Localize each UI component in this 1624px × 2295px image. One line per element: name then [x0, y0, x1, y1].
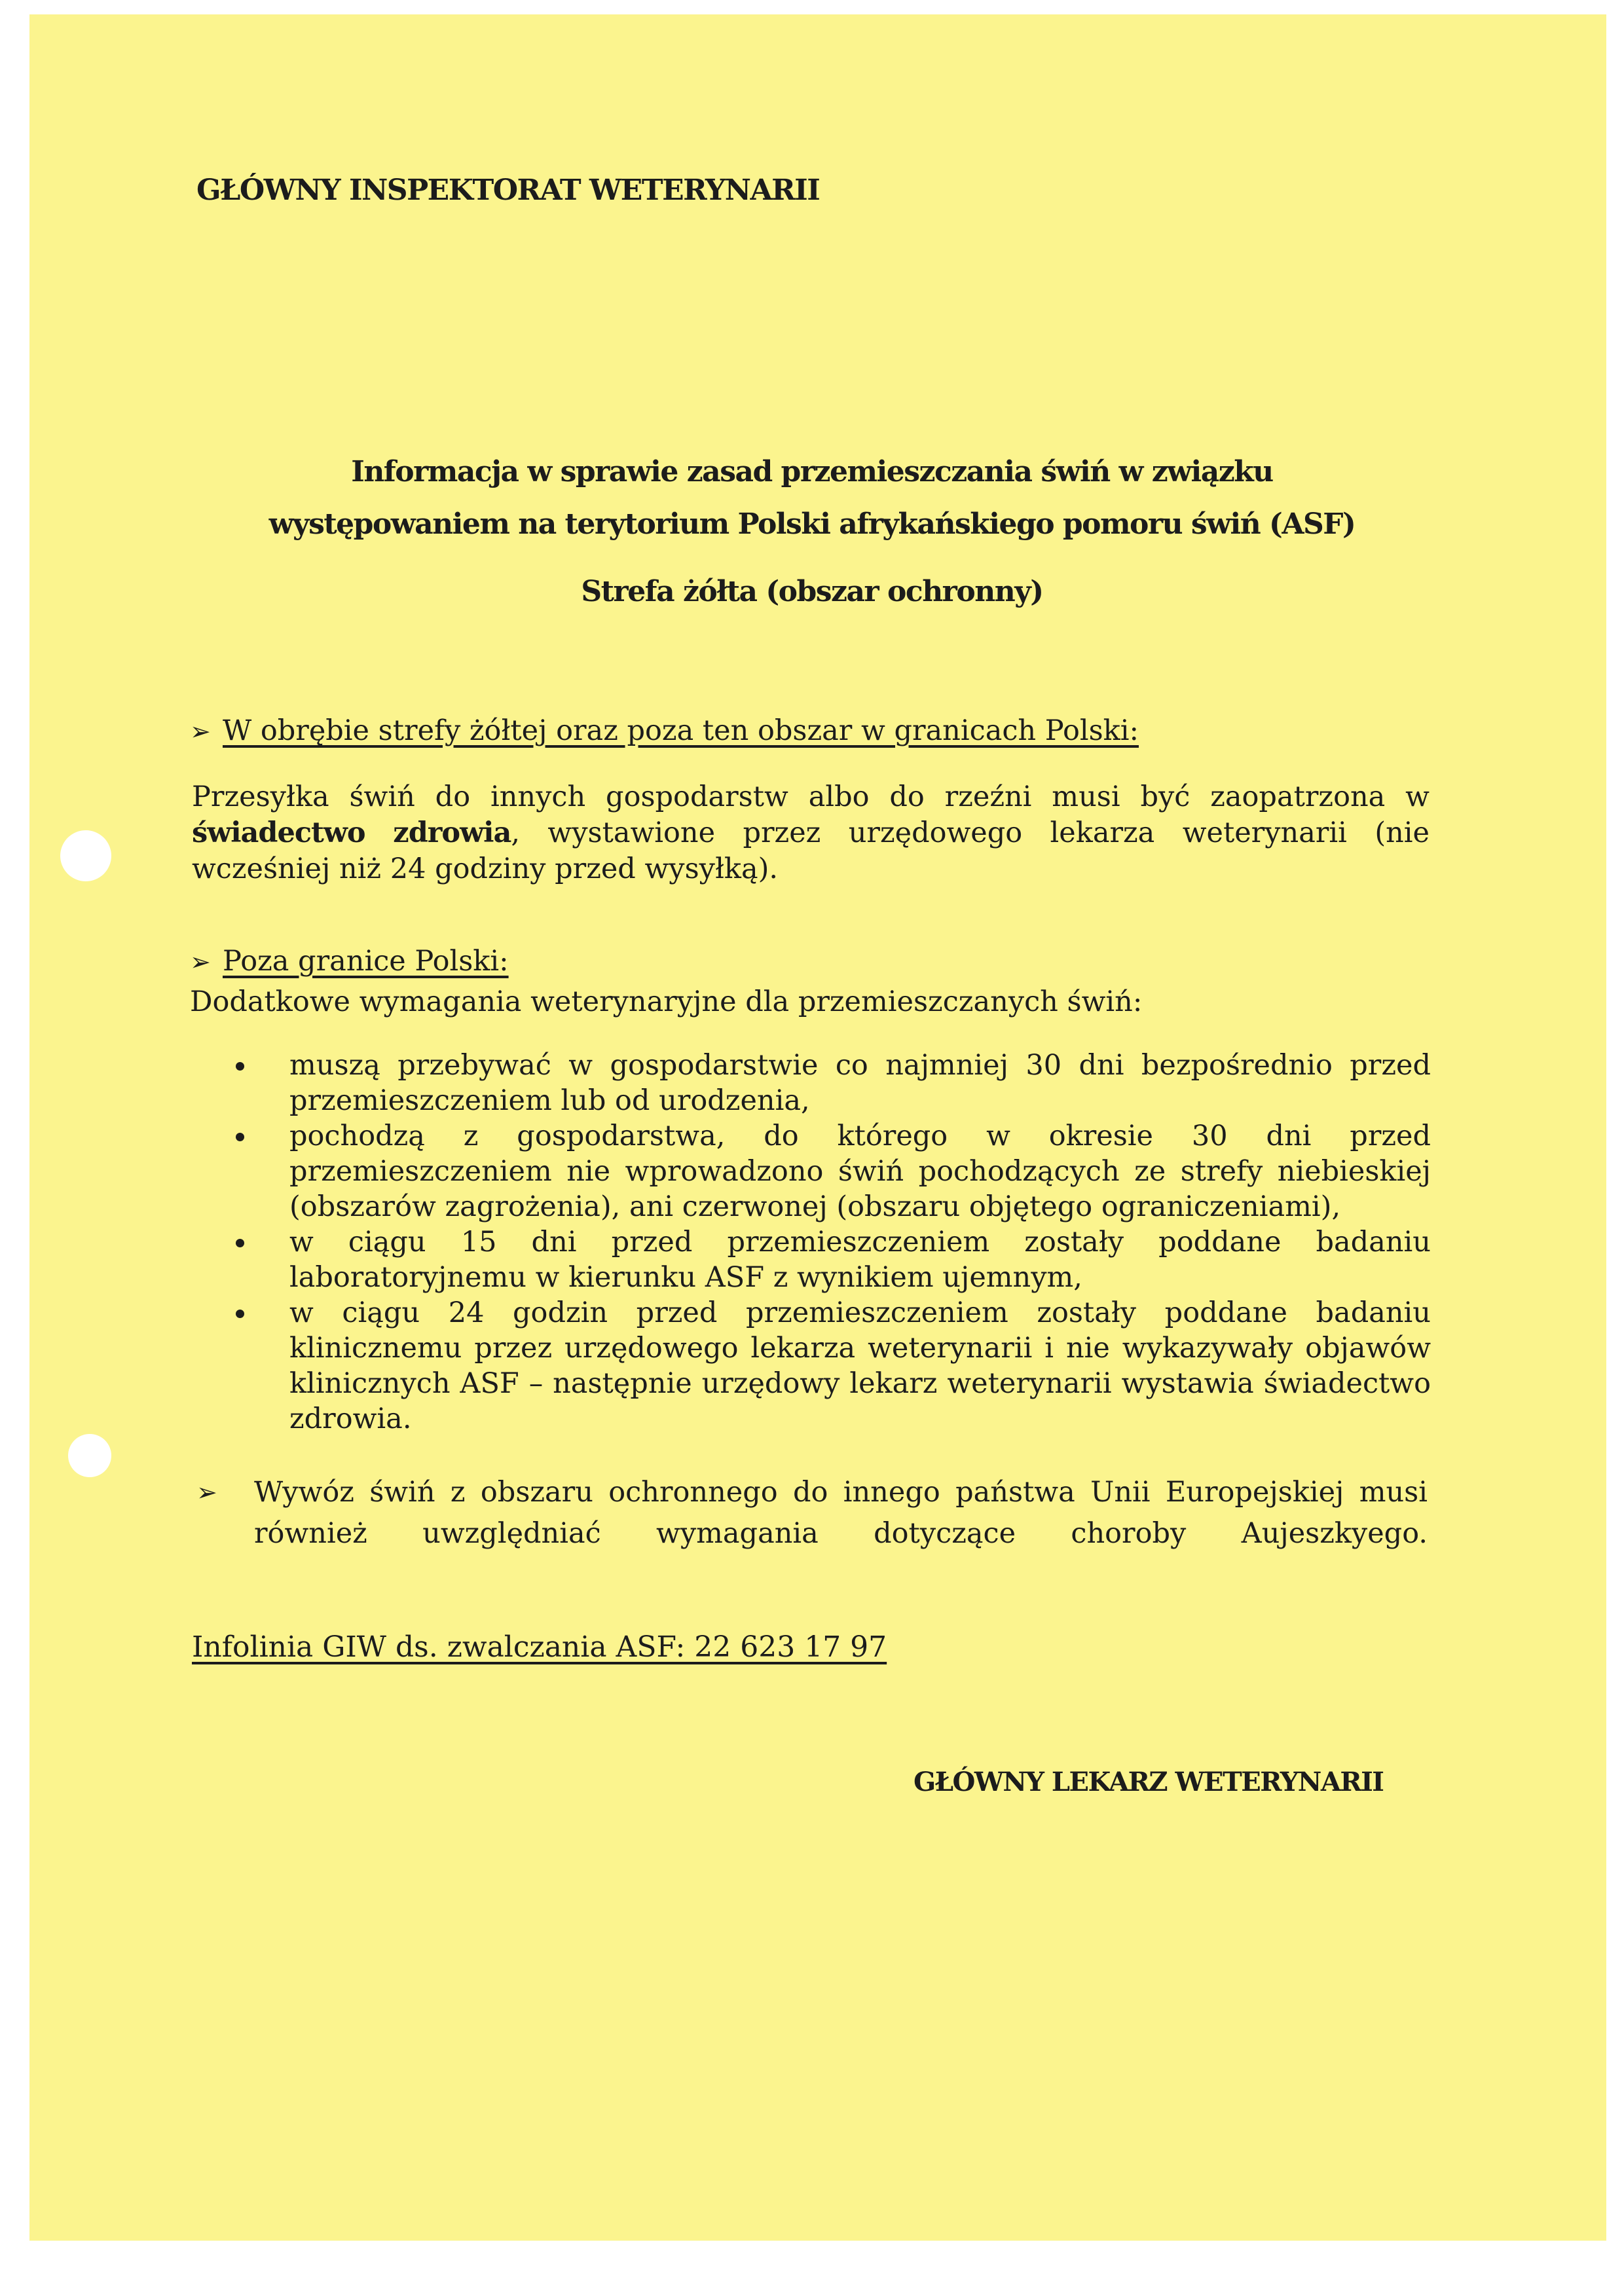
export-note-text: Wywóz świń z obszaru ochronnego do innego państwa Unii Europejskiej musi również uwzględniać wymagania dotyczące choroby Aujeszkyego.	[254, 1476, 1428, 1550]
punch-hole-bottom	[68, 1434, 111, 1477]
requirement-item: w ciągu 15 dni przed przemieszczeniem zostały poddane badaniu laboratoryjnemu w kierunku ASF z wynikiem ujemnym,	[236, 1224, 1431, 1295]
domestic-text-start: Przesyłka świń do innych gospodarstw albo do rzeźni musi być zaopatrzona w	[192, 780, 1430, 813]
title-line-2: występowaniem na terytorium Polski afrykańskiego pomoru świń (ASF)	[268, 507, 1356, 541]
domestic-text-end: , wystawione przez urzędowego lekarza weterynarii (nie wcześniej niż 24 godziny przed wysyłką).	[192, 817, 1430, 885]
export-note	[196, 1472, 1428, 1554]
arrow-bullet-icon: ➢	[190, 717, 211, 746]
abroad-heading-text: Poza granice Polski:	[223, 945, 509, 978]
bullet-dot-icon	[236, 1062, 244, 1071]
hotline-info: Infolinia GIW ds. zwalczania ASF: 22 623 17 97	[192, 1630, 887, 1664]
punch-hole-top	[60, 830, 111, 881]
abroad-intro: Dodatkowe wymagania weterynaryjne dla przemieszczanych świń:	[190, 985, 1143, 1018]
zone-subtitle: Strefa żółta (obszar ochronny)	[581, 575, 1043, 608]
health-certificate-term: świadectwo zdrowia	[192, 817, 511, 849]
arrow-bullet-icon: ➢	[196, 1478, 217, 1507]
bullet-dot-icon	[236, 1133, 244, 1141]
signature-title: GŁÓWNY LEKARZ WETERYNARII	[913, 1767, 1384, 1797]
bullet-dot-icon	[236, 1239, 244, 1247]
domestic-paragraph	[192, 779, 1430, 887]
requirements-list	[236, 1048, 1431, 1437]
arrow-bullet-icon: ➢	[190, 947, 211, 976]
domestic-section-heading	[190, 711, 1139, 751]
domestic-heading-text: W obrębie strefy żółtej oraz poza ten obszar w granicach Polski:	[223, 714, 1139, 747]
requirement-item: muszą przebywać w gospodarstwie co najmniej 30 dni bezpośrednio przed przemieszczeniem lub od urodzenia,	[236, 1048, 1431, 1118]
requirement-item: pochodzą z gospodarstwa, do którego w okresie 30 dni przed przemieszczeniem nie wprowadzono świń pochodzących ze strefy niebieskiej (obszarów zagrożenia), ani czerwonej (obszaru objętego ograniczeniami),	[236, 1118, 1431, 1224]
abroad-section-heading	[190, 942, 509, 982]
requirement-item: w ciągu 24 godzin przed przemieszczeniem zostały poddane badaniu klinicznemu przez urzędowego lekarza weterynarii i nie wykazywały objawów klinicznych ASF – następnie urzędowy lekarz weterynarii wystawia świadectwo zdrowia.	[236, 1295, 1431, 1437]
organization-header: GŁÓWNY INSPEKTORAT WETERYNARII	[196, 174, 820, 207]
bullet-dot-icon	[236, 1310, 244, 1318]
title-line-1: Informacja w sprawie zasad przemieszczania świń w związku	[351, 455, 1273, 488]
